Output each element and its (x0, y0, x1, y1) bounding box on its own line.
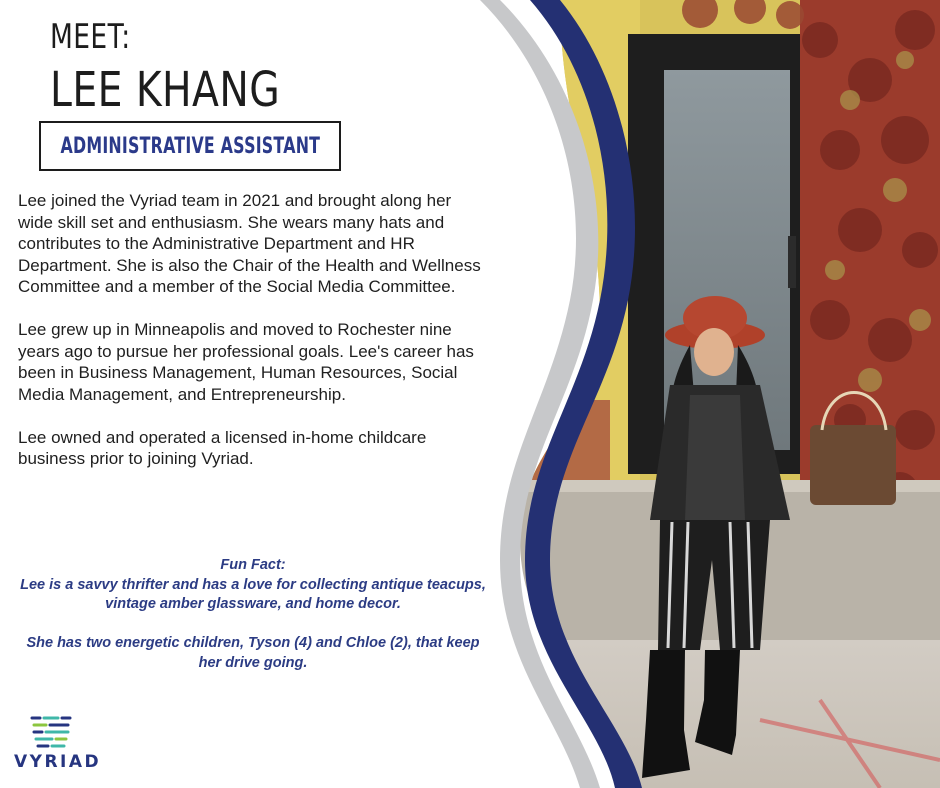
job-title-box (39, 121, 341, 171)
meet-heading: MEET: (50, 17, 131, 57)
bio-paragraph: Lee joined the Vyriad team in 2021 and brought along her wide skill set and enthusiasm. She wears many hats and contributes to the Administrative Department and HR Department. She is also the Chair of the Health and Wellness Committee and a member of the Social Media Committee. (18, 191, 481, 296)
vyriad-wordmark: VYRIAD (14, 752, 102, 772)
bio-paragraph: Lee grew up in Minneapolis and moved to Rochester nine years ago to pursue her professional goals. Lee's career has been in Business Management, Human Resources, Social Media Management, and Entrepreneurship. (18, 320, 474, 404)
bio-section (18, 190, 488, 491)
fun-fact-section (18, 556, 488, 673)
fun-fact-text: She has two energetic children, Tyson (4) and Chloe (2), that keep her drive going. (26, 635, 480, 671)
fun-fact-heading: Fun Fact: (220, 557, 286, 573)
employee-name: LEE KHANG (50, 62, 281, 118)
job-title: ADMINISTRATIVE ASSISTANT (60, 133, 320, 159)
bio-paragraph: Lee owned and operated a licensed in-home childcare business prior to joining Vyriad. (18, 427, 427, 468)
fun-fact-text: Lee is a savvy thrifter and has a love for collecting antique teacups, vintage amber glassware, and home decor. (20, 576, 486, 612)
